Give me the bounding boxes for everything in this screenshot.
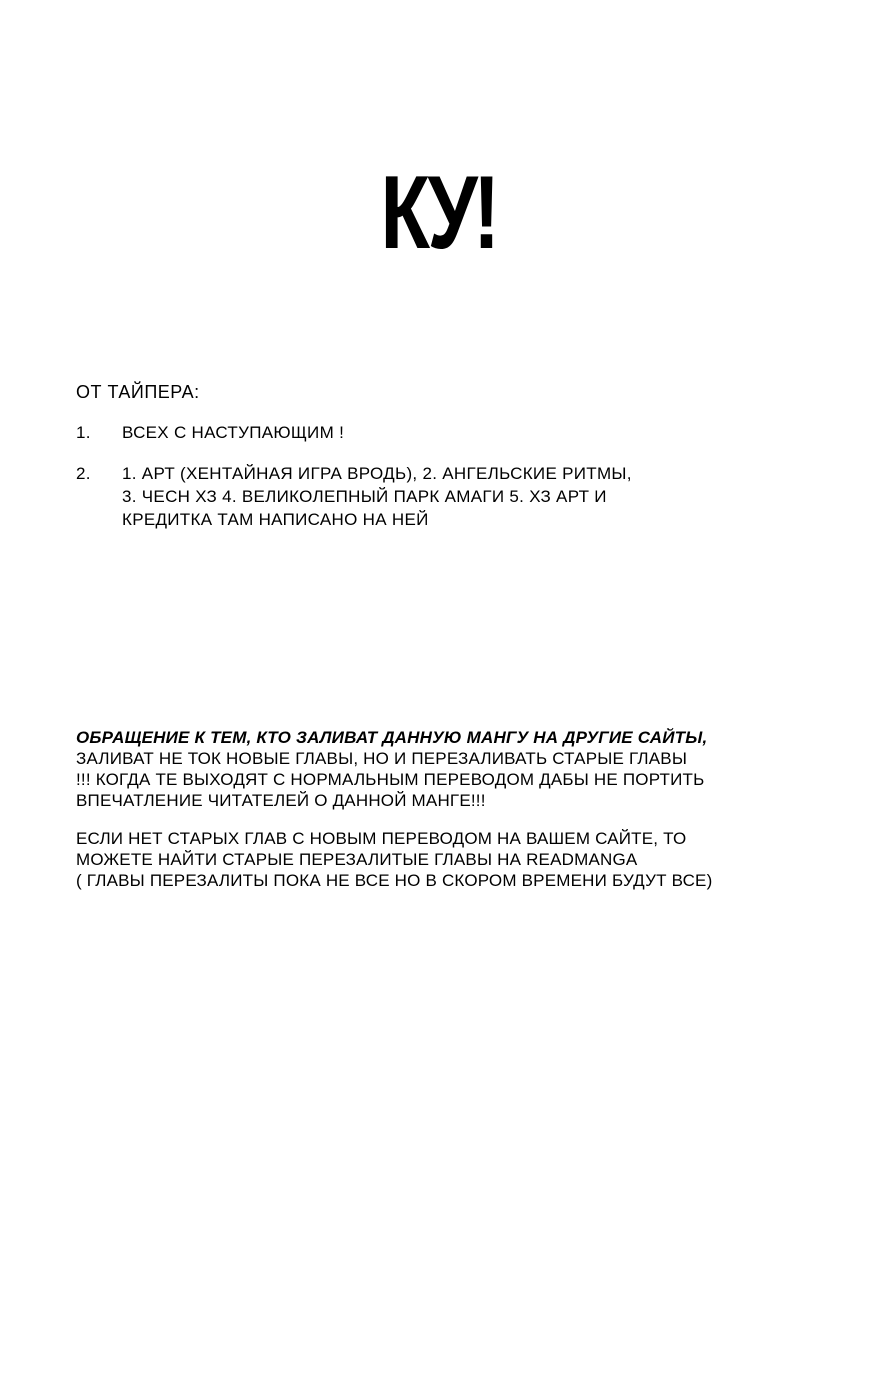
appeal-text-line: ВПЕЧАТЛЕНИЕ ЧИТАТЕЛЕЙ О ДАННОЙ МАНГЕ!!! <box>76 791 486 810</box>
item-number: 2. <box>76 464 91 483</box>
appeal-text-line: !!! КОГДА ТЕ ВЫХОДЯТ С НОРМАЛЬНЫМ ПЕРЕВОДОМ ДАБЫ НЕ ПОРТИТЬ <box>76 770 705 789</box>
note-text-line: МОЖЕТЕ НАЙТИ СТАРЫЕ ПЕРЕЗАЛИТЫЕ ГЛАВЫ НА READMANGA <box>76 850 638 869</box>
item-text-block <box>122 462 632 531</box>
note-text-line: ( ГЛАВЫ ПЕРЕЗАЛИТЫ ПОКА НЕ ВСЕ НО В СКОРОМ ВРЕМЕНИ БУДУТ ВСЕ) <box>76 871 713 890</box>
item-text-line: 1. АРТ (ХЕНТАЙНАЯ ИГРА ВРОДЬ), 2. АНГЕЛЬСКИЕ РИТМЫ, <box>122 464 632 483</box>
item-text-line: 3. ЧЕСН ХЗ 4. ВЕЛИКОЛЕПНЫЙ ПАРК АМАГИ 5. ХЗ АРТ И <box>122 487 607 506</box>
appeal-paragraph <box>76 727 846 811</box>
typer-note-heading: ОТ ТАЙПЕРА: <box>76 382 200 402</box>
readmanga-note-paragraph <box>76 828 846 891</box>
item-text: ВСЕХ С НАСТУПАЮЩИМ ! <box>122 423 345 442</box>
appeal-text-line: ЗАЛИВАТ НЕ ТОК НОВЫЕ ГЛАВЫ, НО И ПЕРЕЗАЛИВАТЬ СТАРЫЕ ГЛАВЫ <box>76 749 688 768</box>
note-text-line: ЕСЛИ НЕТ СТАРЫХ ГЛАВ С НОВЫМ ПЕРЕВОДОМ НА ВАШЕМ САЙТЕ, ТО <box>76 829 687 848</box>
typer-note-item-1 <box>76 421 776 445</box>
item-text-line: КРЕДИТКА ТАМ НАПИСАНО НА НЕЙ <box>122 510 429 529</box>
appeal-heading-line: ОБРАЩЕНИЕ К ТЕМ, КТО ЗАЛИВАТ ДАННУЮ МАНГУ НА ДРУГИЕ САЙТЫ, <box>76 728 708 747</box>
item-number: 1. <box>76 423 91 442</box>
typer-note-item-2 <box>76 462 776 534</box>
page-title: КУ! <box>380 155 496 271</box>
